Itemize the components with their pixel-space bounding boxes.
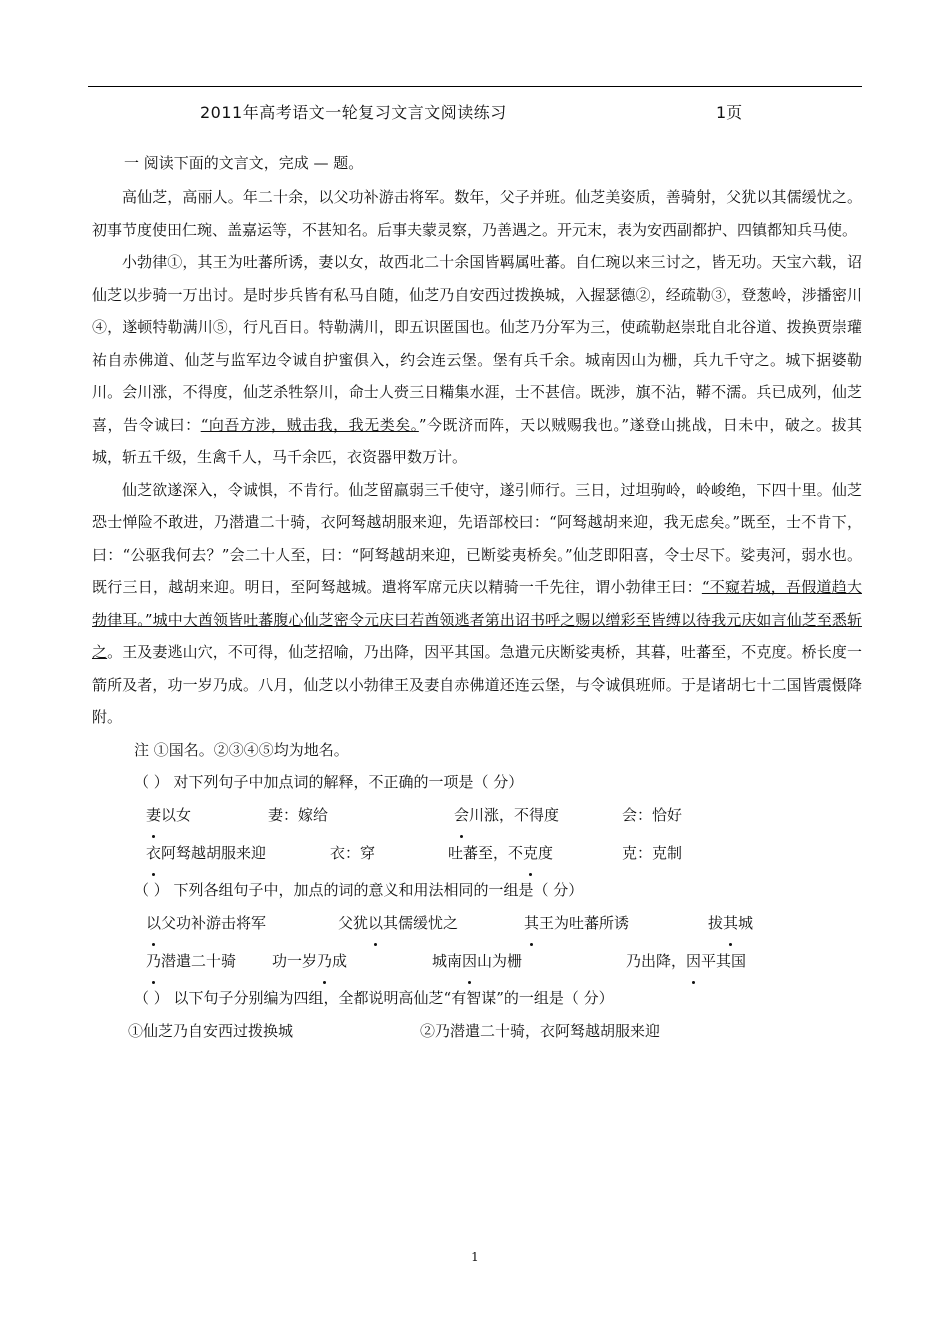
header-rule xyxy=(88,86,862,87)
q2-item-1: 以父功补游击将军 xyxy=(146,906,338,940)
q2-item-5: 乃潜遣二十骑 xyxy=(146,944,272,978)
document-title: 2011年高考语文一轮复习文言文阅读练习 xyxy=(200,103,507,122)
question-3-row-1 xyxy=(92,1014,862,1048)
question-1-row-1 xyxy=(92,798,862,832)
paragraph-3-text-a: 仙芝欲遂深入，令诚惧，不肯行。仙芝留羸弱三千使守，遂引师行。三日，过坦驹岭，岭峻绝，下四十里。仙芝恐士惮险不敢进，乃潜遣二十骑，衣阿驽越胡服来迎，先语部校曰：“阿驽越胡来迎，我无虑矣。”既至，士不肯下，曰：“公驱我何去？”会二十人至，曰：“阿驽越胡来迎，已断娑夷桥矣。”仙芝即阳喜，令士尽下。娑夷河，弱水也。既行三日，越胡来迎。明日，至阿驽越城。遣将军席元庆以精骑一千先往，谓小勃律王曰： xyxy=(92,480,862,596)
paragraph-1: 高仙芝，高丽人。年二十余，以父功补游击将军。数年，父子并班。仙芝美姿质，善骑射，父犹以其儒缓忧之。初事节度使田仁琬、盖嘉运等，不甚知名。后事夫蒙灵察，乃善遇之。开元末，表为安西副都护、四镇都知兵马使。 xyxy=(92,188,862,239)
document-body xyxy=(92,147,862,1048)
underlined-sentence-3: 城中大酋领皆吐蕃腹心仙芝密令元庆曰若酋领逃者第出诏书呼之赐以缯彩至皆缚以待我元庆如言仙芝至悉斩之 xyxy=(92,610,862,661)
question-1-stem: （ ） 对下列句子中加点词的解释，不正确的一项是（ 分） xyxy=(134,772,524,791)
q2-item-4: 拔其城 xyxy=(708,906,753,940)
q1-option-d: 吐蕃至，不克度 xyxy=(448,836,622,870)
instructions: 一 阅读下面的文言文，完成 — 题。 xyxy=(124,154,364,172)
q1-option-a-gloss: 妻：嫁给 xyxy=(268,805,329,824)
q1-option-b-gloss: 会：恰好 xyxy=(622,805,683,824)
q1-option-b: 会川涨，不得度 xyxy=(454,798,622,832)
question-2-row-1 xyxy=(92,906,862,940)
paragraph-2 xyxy=(92,246,862,474)
underlined-sentence-2: “不窥若城，吾假道趋大勃律耳。” xyxy=(92,578,862,629)
q1-option-c-gloss: 衣：穿 xyxy=(330,843,376,862)
question-2-stem: （ ） 下列各组句子中，加点的词的意义和用法相同的一组是（ 分） xyxy=(134,880,584,899)
page-tag: 1页 xyxy=(716,103,743,122)
paragraph-3 xyxy=(92,474,862,734)
q2-item-2: 父犹以其儒缓忧之 xyxy=(338,906,524,940)
annotation-note: 注 ①国名。②③④⑤均为地名。 xyxy=(134,740,349,759)
paragraph-2-text-a: 小勃律①，其王为吐蕃所诱，妻以女，故西北二十余国皆羁属吐蕃。自仁琬以来三讨之，皆无功。天宝六载，诏仙芝以步骑一万出讨。是时步兵皆有私马自随，仙芝乃自安西过拨换城，入握瑟德②，经疏勒③，登葱岭，涉播密川④，遂顿特勒满川⑤，行凡百日。特勒满川，即五识匿国也。仙芝乃分军为三，使疏勒赵崇玭自北谷道、拨换贾崇瓘祐自赤佛道、仙芝与监军边令诚自护蜜俱入，约会连云堡。堡有兵千余。城南因山为栅，兵九千守之。城下据婆勒川。会川涨，不得度，仙芝杀牲祭川，命士人赍三日糒集水涯，士不甚信。既涉，旗不沾，鞯不濡。兵已成列，仙芝喜，告令诚曰： xyxy=(92,253,862,434)
q3-item-1: ①仙芝乃自安西过拨换城 xyxy=(128,1021,294,1040)
q2-item-7: 城南因山为栅 xyxy=(432,944,626,978)
q1-option-c: 衣阿驽越胡服来迎 xyxy=(146,836,330,870)
q2-item-8: 乃出降，因平其国 xyxy=(626,944,746,978)
q2-item-3: 其王为吐蕃所诱 xyxy=(524,906,708,940)
question-1-row-2 xyxy=(92,836,862,870)
q2-item-6: 功一岁乃成 xyxy=(272,944,432,978)
paragraph-2-text-b: ”今既济而阵，天以贼赐我也。”遂登山挑战，日未中，破之。拔其城，斩五千级，生禽千人，马千余匹，衣资器甲数万计。 xyxy=(92,415,862,466)
paragraph-3-text-b: 。王及妻逃山穴，不可得，仙芝招喻，乃出降，因平其国。急遣元庆断娑夷桥，其暮，吐蕃至，不克度。桥长度一箭所及者，功一岁乃成。八月，仙芝以小勃律王及妻自赤佛道还连云堡，与令诚俱班师。于是诸胡七十二国皆震慑降附。 xyxy=(92,643,862,726)
question-3-stem: （ ） 以下句子分别编为四组，全都说明高仙芝“有智谋”的一组是（ 分） xyxy=(134,988,614,1007)
underlined-sentence-1: “向吾方涉，贼击我，我无类矣。 xyxy=(200,415,419,434)
q1-option-a: 妻以女 xyxy=(146,798,268,832)
q1-option-d-gloss: 克：克制 xyxy=(622,843,683,862)
page-number: 1 xyxy=(471,1250,479,1264)
question-2-row-2 xyxy=(92,944,862,978)
q3-item-2: ②乃潜遣二十骑，衣阿驽越胡服来迎 xyxy=(420,1021,661,1040)
